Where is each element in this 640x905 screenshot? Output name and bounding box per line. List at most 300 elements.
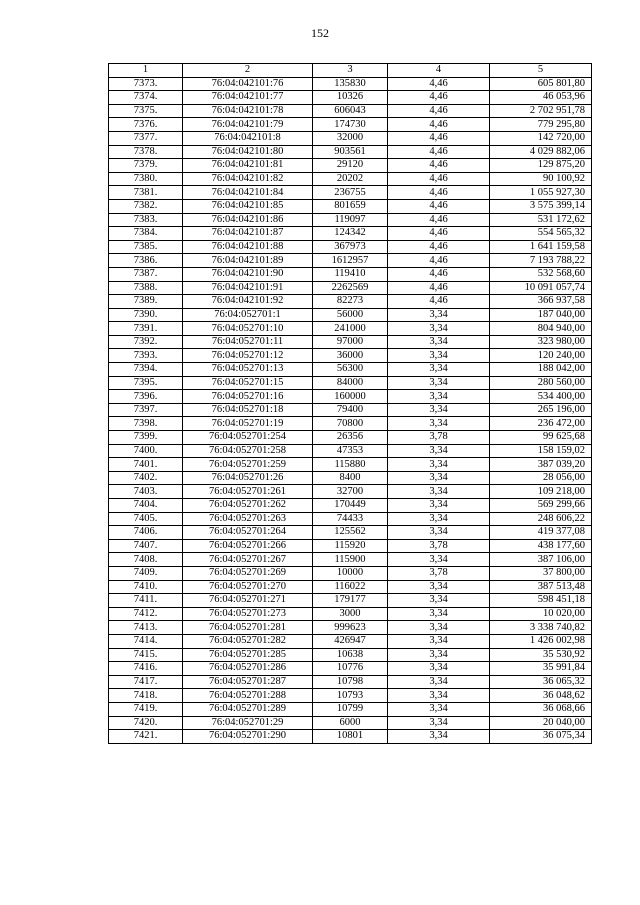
table-header (109, 64, 592, 78)
cadastral-number-cell: 76:04:052701:259 (183, 458, 313, 472)
row-number-cell: 7397. (109, 403, 183, 417)
rate-cell: 4,46 (388, 104, 490, 118)
row-number-cell: 7384. (109, 227, 183, 241)
rate-cell: 3,78 (388, 431, 490, 445)
area-cell: 10798 (313, 675, 388, 689)
rate-cell: 3,34 (388, 308, 490, 322)
cadastral-number-cell: 76:04:052701:282 (183, 634, 313, 648)
table-row (109, 186, 592, 200)
table-row (109, 295, 592, 309)
row-number-cell: 7385. (109, 240, 183, 254)
table-row (109, 512, 592, 526)
area-cell: 174730 (313, 118, 388, 132)
row-number-cell: 7409. (109, 566, 183, 580)
area-cell: 10801 (313, 730, 388, 744)
table-row (109, 621, 592, 635)
table-row (109, 607, 592, 621)
rate-cell: 3,34 (388, 553, 490, 567)
cadastral-number-cell: 76:04:042101:87 (183, 227, 313, 241)
rate-cell: 3,34 (388, 675, 490, 689)
row-number-cell: 7407. (109, 539, 183, 553)
cadastral-number-cell: 76:04:052701:1 (183, 308, 313, 322)
value-cell: 1 426 002,98 (490, 634, 592, 648)
value-cell: 10 091 057,74 (490, 281, 592, 295)
cadastral-number-cell: 76:04:042101:89 (183, 254, 313, 268)
area-cell: 160000 (313, 390, 388, 404)
area-cell: 26356 (313, 431, 388, 445)
table-row (109, 199, 592, 213)
row-number-cell: 7396. (109, 390, 183, 404)
table-row (109, 267, 592, 281)
rate-cell: 4,46 (388, 172, 490, 186)
row-number-cell: 7420. (109, 716, 183, 730)
table-row (109, 390, 592, 404)
table-row (109, 335, 592, 349)
value-cell: 109 218,00 (490, 485, 592, 499)
row-number-cell: 7421. (109, 730, 183, 744)
rate-cell: 3,34 (388, 485, 490, 499)
cadastral-number-cell: 76:04:042101:84 (183, 186, 313, 200)
row-number-cell: 7380. (109, 172, 183, 186)
cadastral-number-cell: 76:04:042101:88 (183, 240, 313, 254)
rate-cell: 4,46 (388, 77, 490, 91)
area-cell: 82273 (313, 295, 388, 309)
value-cell: 187 040,00 (490, 308, 592, 322)
value-cell: 2 702 951,78 (490, 104, 592, 118)
area-cell: 426947 (313, 634, 388, 648)
rate-cell: 4,46 (388, 281, 490, 295)
table-row (109, 213, 592, 227)
table-row (109, 349, 592, 363)
cadastral-number-cell: 76:04:052701:286 (183, 662, 313, 676)
rate-cell: 3,34 (388, 363, 490, 377)
row-number-cell: 7411. (109, 594, 183, 608)
cadastral-number-cell: 76:04:042101:78 (183, 104, 313, 118)
cadastral-number-cell: 76:04:052701:270 (183, 580, 313, 594)
rate-cell: 3,34 (388, 349, 490, 363)
area-cell: 10793 (313, 689, 388, 703)
cadastral-number-cell: 76:04:052701:12 (183, 349, 313, 363)
table-row (109, 471, 592, 485)
row-number-cell: 7413. (109, 621, 183, 635)
cadastral-number-cell: 76:04:042101:90 (183, 267, 313, 281)
value-cell: 36 068,66 (490, 702, 592, 716)
cadastral-number-cell: 76:04:042101:79 (183, 118, 313, 132)
area-cell: 2262569 (313, 281, 388, 295)
value-cell: 598 451,18 (490, 594, 592, 608)
table-row (109, 580, 592, 594)
area-cell: 10000 (313, 566, 388, 580)
area-cell: 903561 (313, 145, 388, 159)
cadastral-number-cell: 76:04:052701:289 (183, 702, 313, 716)
rate-cell: 3,34 (388, 526, 490, 540)
cadastral-number-cell: 76:04:042101:80 (183, 145, 313, 159)
cadastral-number-cell: 76:04:052701:266 (183, 539, 313, 553)
area-cell: 70800 (313, 417, 388, 431)
row-number-cell: 7390. (109, 308, 183, 322)
row-number-cell: 7383. (109, 213, 183, 227)
table-row (109, 227, 592, 241)
table-row (109, 172, 592, 186)
area-cell: 3000 (313, 607, 388, 621)
cadastral-number-cell: 76:04:042101:92 (183, 295, 313, 309)
rate-cell: 3,34 (388, 621, 490, 635)
table-row (109, 431, 592, 445)
table-row (109, 689, 592, 703)
table-row (109, 376, 592, 390)
cadastral-number-cell: 76:04:052701:254 (183, 431, 313, 445)
rate-cell: 3,34 (388, 689, 490, 703)
value-cell: 35 991,84 (490, 662, 592, 676)
table-row (109, 91, 592, 105)
value-cell: 532 568,60 (490, 267, 592, 281)
row-number-cell: 7405. (109, 512, 183, 526)
area-cell: 115880 (313, 458, 388, 472)
rate-cell: 3,34 (388, 390, 490, 404)
rate-cell: 3,34 (388, 607, 490, 621)
row-number-cell: 7419. (109, 702, 183, 716)
table-row (109, 417, 592, 431)
row-number-cell: 7373. (109, 77, 183, 91)
cadastral-number-cell: 76:04:052701:287 (183, 675, 313, 689)
row-number-cell: 7417. (109, 675, 183, 689)
table-row (109, 363, 592, 377)
table-row (109, 145, 592, 159)
value-cell: 387 513,48 (490, 580, 592, 594)
cadastral-number-cell: 76:04:052701:263 (183, 512, 313, 526)
rate-cell: 3,34 (388, 702, 490, 716)
rate-cell: 3,34 (388, 322, 490, 336)
cadastral-number-cell: 76:04:052701:10 (183, 322, 313, 336)
table-row (109, 254, 592, 268)
value-cell: 248 606,22 (490, 512, 592, 526)
rate-cell: 3,34 (388, 716, 490, 730)
row-number-cell: 7392. (109, 335, 183, 349)
table-row (109, 308, 592, 322)
area-cell: 125562 (313, 526, 388, 540)
area-cell: 999623 (313, 621, 388, 635)
row-number-cell: 7414. (109, 634, 183, 648)
value-cell: 387 106,00 (490, 553, 592, 567)
area-cell: 116022 (313, 580, 388, 594)
header-row (109, 64, 592, 78)
rate-cell: 3,34 (388, 376, 490, 390)
cadastral-number-cell: 76:04:052701:264 (183, 526, 313, 540)
cadastral-number-cell: 76:04:042101:86 (183, 213, 313, 227)
table-row (109, 648, 592, 662)
value-cell: 158 159,02 (490, 444, 592, 458)
cadastral-number-cell: 76:04:052701:29 (183, 716, 313, 730)
row-number-cell: 7398. (109, 417, 183, 431)
rate-cell: 3,78 (388, 539, 490, 553)
value-cell: 90 100,92 (490, 172, 592, 186)
row-number-cell: 7376. (109, 118, 183, 132)
value-cell: 531 172,62 (490, 213, 592, 227)
value-cell: 10 020,00 (490, 607, 592, 621)
row-number-cell: 7378. (109, 145, 183, 159)
area-cell: 170449 (313, 499, 388, 513)
cadastral-number-cell: 76:04:052701:271 (183, 594, 313, 608)
value-cell: 366 937,58 (490, 295, 592, 309)
value-cell: 28 056,00 (490, 471, 592, 485)
cadastral-number-cell: 76:04:052701:15 (183, 376, 313, 390)
row-number-cell: 7401. (109, 458, 183, 472)
value-cell: 280 560,00 (490, 376, 592, 390)
row-number-cell: 7402. (109, 471, 183, 485)
area-cell: 74433 (313, 512, 388, 526)
cadastral-number-cell: 76:04:052701:281 (183, 621, 313, 635)
value-cell: 37 800,00 (490, 566, 592, 580)
value-cell: 438 177,60 (490, 539, 592, 553)
area-cell: 115920 (313, 539, 388, 553)
area-cell: 47353 (313, 444, 388, 458)
cadastral-number-cell: 76:04:052701:26 (183, 471, 313, 485)
table-row (109, 526, 592, 540)
table-row (109, 566, 592, 580)
area-cell: 56300 (313, 363, 388, 377)
rate-cell: 3,34 (388, 403, 490, 417)
row-number-cell: 7416. (109, 662, 183, 676)
table-row (109, 281, 592, 295)
value-cell: 534 400,00 (490, 390, 592, 404)
area-cell: 119410 (313, 267, 388, 281)
row-number-cell: 7379. (109, 159, 183, 173)
cadastral-number-cell: 76:04:052701:258 (183, 444, 313, 458)
area-cell: 179177 (313, 594, 388, 608)
table-row (109, 716, 592, 730)
table-row (109, 444, 592, 458)
area-cell: 10326 (313, 91, 388, 105)
area-cell: 97000 (313, 335, 388, 349)
rate-cell: 3,34 (388, 594, 490, 608)
value-cell: 605 801,80 (490, 77, 592, 91)
table-row (109, 675, 592, 689)
table-row (109, 594, 592, 608)
cadastral-number-cell: 76:04:042101:82 (183, 172, 313, 186)
cadastral-number-cell: 76:04:042101:76 (183, 77, 313, 91)
row-number-cell: 7408. (109, 553, 183, 567)
row-number-cell: 7394. (109, 363, 183, 377)
area-cell: 32000 (313, 131, 388, 145)
row-number-cell: 7412. (109, 607, 183, 621)
rate-cell: 4,46 (388, 118, 490, 132)
table-row (109, 539, 592, 553)
area-cell: 10799 (313, 702, 388, 716)
area-cell: 606043 (313, 104, 388, 118)
value-cell: 419 377,08 (490, 526, 592, 540)
value-cell: 3 575 399,14 (490, 199, 592, 213)
page-number: 152 (311, 26, 329, 40)
area-cell: 6000 (313, 716, 388, 730)
area-cell: 236755 (313, 186, 388, 200)
value-cell: 236 472,00 (490, 417, 592, 431)
row-number-cell: 7393. (109, 349, 183, 363)
value-cell: 46 053,96 (490, 91, 592, 105)
value-cell: 188 042,00 (490, 363, 592, 377)
rate-cell: 4,46 (388, 199, 490, 213)
table-row (109, 499, 592, 513)
area-cell: 10776 (313, 662, 388, 676)
table-row (109, 159, 592, 173)
row-number-cell: 7389. (109, 295, 183, 309)
cadastral-number-cell: 76:04:052701:267 (183, 553, 313, 567)
value-cell: 7 193 788,22 (490, 254, 592, 268)
rate-cell: 3,34 (388, 730, 490, 744)
value-cell: 265 196,00 (490, 403, 592, 417)
area-cell: 367973 (313, 240, 388, 254)
area-cell: 29120 (313, 159, 388, 173)
column-header: 5 (490, 64, 592, 78)
row-number-cell: 7404. (109, 499, 183, 513)
rate-cell: 3,34 (388, 662, 490, 676)
rate-cell: 3,34 (388, 417, 490, 431)
value-cell: 36 075,34 (490, 730, 592, 744)
rate-cell: 4,46 (388, 145, 490, 159)
cadastral-number-cell: 76:04:042101:85 (183, 199, 313, 213)
cadastral-number-cell: 76:04:052701:273 (183, 607, 313, 621)
value-cell: 779 295,80 (490, 118, 592, 132)
cadastral-number-cell: 76:04:052701:13 (183, 363, 313, 377)
table-row (109, 485, 592, 499)
table-row (109, 240, 592, 254)
area-cell: 119097 (313, 213, 388, 227)
table-row (109, 662, 592, 676)
table-row (109, 553, 592, 567)
table-row (109, 634, 592, 648)
rate-cell: 3,34 (388, 512, 490, 526)
rate-cell: 3,34 (388, 580, 490, 594)
rate-cell: 4,46 (388, 131, 490, 145)
rate-cell: 4,46 (388, 267, 490, 281)
rate-cell: 3,34 (388, 471, 490, 485)
area-cell: 36000 (313, 349, 388, 363)
cadastral-number-cell: 76:04:052701:288 (183, 689, 313, 703)
column-header: 3 (313, 64, 388, 78)
row-number-cell: 7410. (109, 580, 183, 594)
row-number-cell: 7375. (109, 104, 183, 118)
row-number-cell: 7399. (109, 431, 183, 445)
cadastral-number-cell: 76:04:052701:16 (183, 390, 313, 404)
row-number-cell: 7381. (109, 186, 183, 200)
area-cell: 1612957 (313, 254, 388, 268)
rate-cell: 4,46 (388, 295, 490, 309)
value-cell: 99 625,68 (490, 431, 592, 445)
value-cell: 35 530,92 (490, 648, 592, 662)
rate-cell: 4,46 (388, 254, 490, 268)
column-header: 2 (183, 64, 313, 78)
area-cell: 8400 (313, 471, 388, 485)
area-cell: 56000 (313, 308, 388, 322)
value-cell: 120 240,00 (490, 349, 592, 363)
rate-cell: 3,34 (388, 444, 490, 458)
table-row (109, 131, 592, 145)
value-cell: 142 720,00 (490, 131, 592, 145)
area-cell: 84000 (313, 376, 388, 390)
rate-cell: 3,78 (388, 566, 490, 580)
rate-cell: 4,46 (388, 240, 490, 254)
value-cell: 36 065,32 (490, 675, 592, 689)
rate-cell: 4,46 (388, 91, 490, 105)
rate-cell: 4,46 (388, 213, 490, 227)
area-cell: 801659 (313, 199, 388, 213)
cadastral-number-cell: 76:04:052701:18 (183, 403, 313, 417)
area-cell: 10638 (313, 648, 388, 662)
value-cell: 804 940,00 (490, 322, 592, 336)
row-number-cell: 7388. (109, 281, 183, 295)
rate-cell: 3,34 (388, 499, 490, 513)
row-number-cell: 7406. (109, 526, 183, 540)
table-row (109, 403, 592, 417)
row-number-cell: 7386. (109, 254, 183, 268)
table-row (109, 322, 592, 336)
cadastral-number-cell: 76:04:052701:11 (183, 335, 313, 349)
area-cell: 124342 (313, 227, 388, 241)
row-number-cell: 7387. (109, 267, 183, 281)
cadastral-number-cell: 76:04:052701:19 (183, 417, 313, 431)
area-cell: 241000 (313, 322, 388, 336)
rate-cell: 3,34 (388, 458, 490, 472)
table-row (109, 730, 592, 744)
value-cell: 4 029 882,06 (490, 145, 592, 159)
table-row (109, 77, 592, 91)
row-number-cell: 7374. (109, 91, 183, 105)
column-header: 4 (388, 64, 490, 78)
value-cell: 3 338 740,82 (490, 621, 592, 635)
area-cell: 20202 (313, 172, 388, 186)
row-number-cell: 7400. (109, 444, 183, 458)
rate-cell: 4,46 (388, 159, 490, 173)
cadastral-number-cell: 76:04:052701:262 (183, 499, 313, 513)
row-number-cell: 7403. (109, 485, 183, 499)
row-number-cell: 7377. (109, 131, 183, 145)
value-cell: 20 040,00 (490, 716, 592, 730)
value-cell: 569 299,66 (490, 499, 592, 513)
cadastral-number-cell: 76:04:042101:91 (183, 281, 313, 295)
area-cell: 32700 (313, 485, 388, 499)
area-cell: 135830 (313, 77, 388, 91)
table-body (109, 77, 592, 743)
data-table (108, 63, 592, 744)
rate-cell: 3,34 (388, 648, 490, 662)
row-number-cell: 7391. (109, 322, 183, 336)
value-cell: 1 641 159,58 (490, 240, 592, 254)
column-header: 1 (109, 64, 183, 78)
table-row (109, 458, 592, 472)
table-row (109, 702, 592, 716)
value-cell: 323 980,00 (490, 335, 592, 349)
cadastral-number-cell: 76:04:042101:77 (183, 91, 313, 105)
cadastral-number-cell: 76:04:052701:269 (183, 566, 313, 580)
row-number-cell: 7395. (109, 376, 183, 390)
value-cell: 36 048,62 (490, 689, 592, 703)
value-cell: 387 039,20 (490, 458, 592, 472)
cadastral-number-cell: 76:04:052701:285 (183, 648, 313, 662)
rate-cell: 3,34 (388, 335, 490, 349)
area-cell: 79400 (313, 403, 388, 417)
cadastral-number-cell: 76:04:042101:81 (183, 159, 313, 173)
table-row (109, 104, 592, 118)
row-number-cell: 7382. (109, 199, 183, 213)
rate-cell: 3,34 (388, 634, 490, 648)
rate-cell: 4,46 (388, 227, 490, 241)
value-cell: 554 565,32 (490, 227, 592, 241)
value-cell: 129 875,20 (490, 159, 592, 173)
cadastral-number-cell: 76:04:042101:8 (183, 131, 313, 145)
area-cell: 115900 (313, 553, 388, 567)
row-number-cell: 7418. (109, 689, 183, 703)
cadastral-number-cell: 76:04:052701:261 (183, 485, 313, 499)
table-row (109, 118, 592, 132)
